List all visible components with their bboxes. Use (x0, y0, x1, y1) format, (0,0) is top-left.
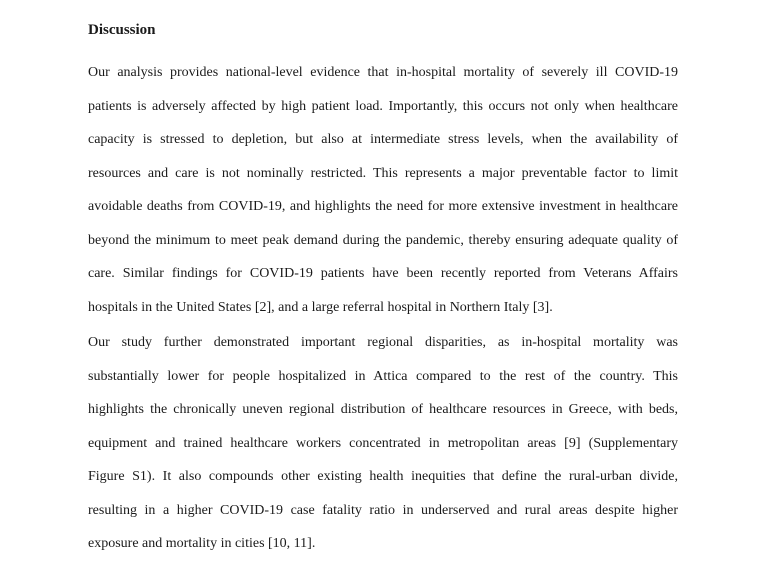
section-heading: Discussion (88, 22, 156, 38)
paragraph-line: resulting in a higher COVID-19 case fatality ratio in underserved and rural areas despite higher (88, 502, 678, 518)
paragraph-line: Our study further demonstrated important regional disparities, as in-hospital mortality was (88, 335, 678, 350)
paragraph-1 (88, 56, 678, 324)
paragraph-line: Figure S1). It also compounds other existing health inequities that define the rural-urban divide, (88, 469, 678, 484)
paragraph-line: care. Similar findings for COVID-19 patients have been recently reported from Veterans Affairs (88, 266, 678, 281)
paragraph-line: substantially lower for people hospitalized in Attica compared to the rest of the country. This (88, 368, 678, 384)
paragraph-line: resources and care is not nominally restricted. This represents a major preventable factor to limit (88, 165, 678, 181)
paragraph-line: beyond the minimum to meet peak demand during the pandemic, thereby ensuring adequate quality of (88, 232, 678, 248)
paragraph-line: exposure and mortality in cities [10, 11]. (88, 536, 316, 551)
paragraph-line: highlights the chronically uneven regional distribution of healthcare resources in Greece, with beds, (88, 402, 678, 417)
paragraph-line: equipment and trained healthcare workers concentrated in metropolitan areas [9] (Supplementary (88, 435, 678, 451)
paragraph-line: avoidable deaths from COVID-19, and highlights the need for more extensive investment in healthcare (88, 199, 678, 214)
paragraph-line: patients is adversely affected by high patient load. Importantly, this occurs not only when healthcare (88, 98, 678, 114)
paragraph-line: capacity is stressed to depletion, but also at intermediate stress levels, when the availability of (88, 132, 678, 147)
document-page (88, 0, 678, 564)
paragraph-2 (88, 326, 678, 561)
paragraph-line: Our analysis provides national-level evidence that in-hospital mortality of severely ill COVID-19 (88, 65, 678, 80)
paragraph-line: hospitals in the United States [2], and a large referral hospital in Northern Italy [3]. (88, 299, 553, 315)
